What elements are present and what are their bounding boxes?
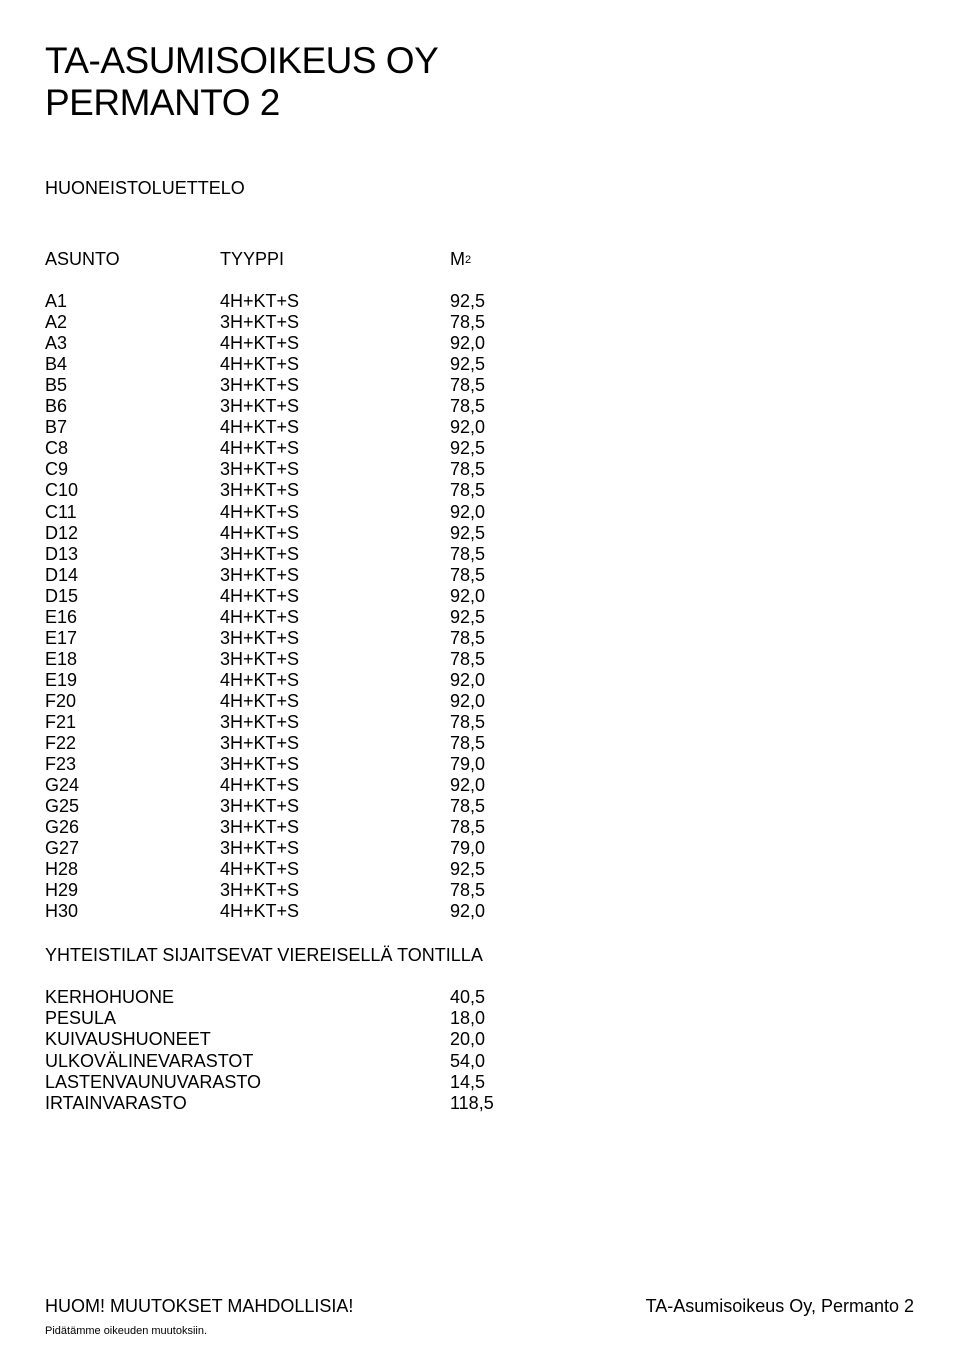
table-row [45,544,545,565]
cell-tyyppi: 4H+KT+S [220,859,300,880]
facility-name: KERHOHUONE [45,987,175,1007]
list-item [45,1051,545,1072]
cell-area: 92,0 [450,775,486,796]
cell-tyyppi: 3H+KT+S [220,880,300,901]
cell-tyyppi: 3H+KT+S [220,712,300,732]
footer-notice: HUOM! MUUTOKSET MAHDOLLISIA! [45,1296,354,1316]
table-row [45,649,545,670]
facility-name: PESULA [45,1008,117,1029]
cell-asunto: G27 [45,838,80,859]
cell-tyyppi: 3H+KT+S [220,564,300,585]
cell-asunto: D12 [45,522,79,543]
facility-name: LASTENVAUNUVARASTO [45,1071,262,1092]
cell-area: 79,0 [450,838,486,859]
table-row [45,565,545,586]
table-row [45,712,545,733]
header-area-unit: M [450,249,465,269]
table-row [45,291,545,312]
table-row [45,817,545,838]
cell-asunto: B7 [45,417,68,438]
cell-area: 92,5 [450,606,486,627]
cell-asunto: D15 [45,585,79,606]
table-row [45,775,545,796]
cell-tyyppi: 3H+KT+S [220,375,300,396]
cell-tyyppi: 3H+KT+S [220,543,300,564]
cell-asunto: D14 [45,564,79,585]
cell-area: 78,5 [450,817,486,838]
cell-area: 78,5 [450,543,486,564]
cell-asunto: E17 [45,627,78,648]
cell-tyyppi: 4H+KT+S [220,501,300,522]
table-row [45,312,545,333]
cell-area: 78,5 [450,733,486,754]
facility-area: 18,0 [450,1008,486,1029]
header-area [450,249,471,270]
facility-area: 40,5 [450,987,486,1007]
table-row [45,901,545,922]
cell-asunto: F20 [45,690,77,711]
table-row [45,838,545,859]
table-row [45,859,545,880]
cell-tyyppi: 4H+KT+S [220,585,300,606]
cell-asunto: A1 [45,291,68,311]
cell-area: 92,5 [450,859,486,880]
cell-asunto: B5 [45,375,68,396]
cell-tyyppi: 3H+KT+S [220,838,300,859]
cell-tyyppi: 4H+KT+S [220,438,300,459]
cell-tyyppi: 4H+KT+S [220,522,300,543]
cell-area: 92,0 [450,333,486,354]
cell-asunto: C8 [45,438,69,459]
cell-tyyppi: 3H+KT+S [220,459,300,480]
cell-tyyppi: 3H+KT+S [220,627,300,648]
cell-asunto: F22 [45,733,77,754]
table-row [45,459,545,480]
cell-area: 92,0 [450,690,486,711]
cell-area: 78,5 [450,396,486,417]
cell-asunto: D13 [45,543,79,564]
table-row [45,480,545,501]
table-row [45,502,545,523]
cell-asunto: F21 [45,712,77,732]
cell-area: 78,5 [450,648,486,669]
table-row [45,754,545,775]
cell-asunto: H29 [45,880,79,901]
table-row [45,417,545,438]
cell-asunto: E16 [45,606,78,627]
cell-asunto: A2 [45,312,68,333]
facility-area: 118,5 [450,1093,494,1113]
table-row [45,523,545,544]
facility-name: KUIVAUSHUONEET [45,1029,211,1050]
cell-asunto: G24 [45,775,80,796]
footer-company: TA-Asumisoikeus Oy, Permanto 2 [645,1296,914,1316]
cell-asunto: B4 [45,354,68,375]
table-row [45,396,545,417]
title-line-project: PERMANTO 2 [45,82,280,123]
list-item [45,1008,545,1029]
cell-tyyppi: 4H+KT+S [220,417,300,438]
facility-name: ULKOVÄLINEVARASTOT [45,1050,254,1071]
table-row [45,333,545,354]
cell-area: 92,0 [450,669,486,690]
cell-asunto: E19 [45,669,78,690]
table-row [45,628,545,649]
cell-tyyppi: 4H+KT+S [220,333,300,354]
shared-facilities-title: YHTEISTILAT SIJAITSEVAT VIEREISELLÄ TONTILLA [45,945,483,965]
header-asunto: ASUNTO [45,249,120,269]
cell-asunto: H28 [45,859,79,880]
cell-tyyppi: 3H+KT+S [220,480,300,501]
cell-area: 78,5 [450,480,486,501]
table-row [45,796,545,817]
list-item [45,987,545,1008]
cell-area: 78,5 [450,375,486,396]
cell-tyyppi: 4H+KT+S [220,291,300,311]
facility-area: 20,0 [450,1029,486,1050]
header-tyyppi: TYYPPI [220,249,285,269]
cell-asunto: C10 [45,480,79,501]
cell-asunto: G26 [45,817,80,838]
table-row [45,733,545,754]
cell-area: 78,5 [450,459,486,480]
cell-area: 78,5 [450,312,486,333]
cell-tyyppi: 3H+KT+S [220,312,300,333]
cell-asunto: C11 [45,501,77,522]
cell-area: 92,0 [450,585,486,606]
list-item [45,1072,545,1093]
cell-area: 92,5 [450,522,486,543]
cell-asunto: B6 [45,396,68,417]
table-row [45,880,545,901]
cell-area: 78,5 [450,564,486,585]
table-row [45,691,545,712]
cell-tyyppi: 3H+KT+S [220,817,300,838]
cell-tyyppi: 3H+KT+S [220,648,300,669]
cell-asunto: A3 [45,333,68,354]
footer-rights-note: Pidätämme oikeuden muutoksiin. [45,1325,208,1337]
cell-area: 78,5 [450,796,486,817]
facility-area: 54,0 [450,1050,486,1071]
cell-area: 78,5 [450,712,486,732]
table-header [45,249,545,270]
header-area-superscript: 2 [465,254,472,266]
cell-area: 78,5 [450,627,486,648]
cell-tyyppi: 3H+KT+S [220,733,300,754]
cell-asunto: H30 [45,901,79,922]
cell-tyyppi: 4H+KT+S [220,354,300,375]
cell-area: 92,0 [450,501,486,522]
cell-tyyppi: 4H+KT+S [220,775,300,796]
list-item [45,1093,545,1114]
cell-tyyppi: 4H+KT+S [220,606,300,627]
table-row [45,354,545,375]
cell-area: 92,5 [450,291,486,311]
cell-area: 78,5 [450,880,486,901]
cell-asunto: C9 [45,459,69,480]
section-title-apartment-list: HUONEISTOLUETTELO [45,178,245,198]
table-row [45,670,545,691]
cell-tyyppi: 3H+KT+S [220,396,300,417]
table-row [45,586,545,607]
cell-area: 92,0 [450,901,486,922]
cell-asunto: F23 [45,754,77,775]
cell-asunto: E18 [45,648,78,669]
cell-asunto: G25 [45,796,80,817]
document-title [45,40,438,124]
cell-tyyppi: 4H+KT+S [220,901,300,922]
title-line-company: TA-ASUMISOIKEUS OY [45,40,439,81]
cell-tyyppi: 4H+KT+S [220,669,300,690]
list-item [45,1029,545,1050]
table-row [45,607,545,628]
cell-tyyppi: 4H+KT+S [220,690,300,711]
cell-tyyppi: 3H+KT+S [220,796,300,817]
facility-area: 14,5 [450,1071,486,1092]
cell-area: 92,0 [450,417,486,438]
cell-tyyppi: 3H+KT+S [220,754,300,775]
facility-name: IRTAINVARASTO [45,1093,187,1113]
cell-area: 92,5 [450,354,486,375]
cell-area: 92,5 [450,438,486,459]
table-row [45,438,545,459]
table-row [45,375,545,396]
cell-area: 79,0 [450,754,486,775]
